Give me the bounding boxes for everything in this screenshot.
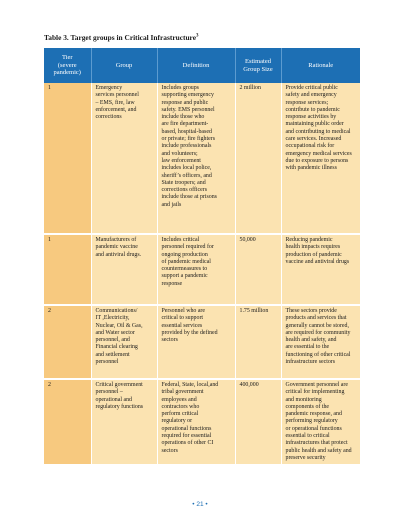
cell-size: 2 million bbox=[235, 83, 281, 234]
table-row bbox=[44, 234, 360, 305]
table-row bbox=[44, 305, 360, 379]
cell-rationale: Provide critical public safety and emergency response services; contribute to pandemic response activities by maintaining public order and contributing to medical care services. Increased occupational risk for emergency medical services due to exposure to persons with pandemic illness bbox=[281, 83, 360, 234]
header-definition: Definition bbox=[157, 48, 235, 83]
header-rationale: Rationale bbox=[281, 48, 360, 83]
table-row bbox=[44, 379, 360, 465]
header-row bbox=[44, 48, 360, 83]
header-tier: Tier (severe pandemic) bbox=[44, 48, 91, 83]
cell-group: Manufacturers of pandemic vaccine and antiviral drugs. bbox=[91, 234, 157, 305]
cell-tier: 1 bbox=[44, 83, 91, 234]
cell-tier: 2 bbox=[44, 305, 91, 379]
table-row bbox=[44, 83, 360, 234]
cell-definition: Federal, State, local,and tribal government employees and contractors who perform critical regulatory or operational functions required for essential operations of other CI sectors bbox=[157, 379, 235, 465]
cell-group: Critical government personnel – operational and regulatory functions bbox=[91, 379, 157, 465]
cell-rationale: These sectors provide products and services that generally cannot be stored, are required for community health and safety, and are essential to the functioning of other critical infrastructure sectors bbox=[281, 305, 360, 379]
cell-rationale: Government personnel are critical for implementing and monitoring components of the pandemic response, and performing regulatory or operational functions essential to critical infrastructures that protect public health and safety and preserve security bbox=[281, 379, 360, 465]
header-group: Group bbox=[91, 48, 157, 83]
cell-tier: 1 bbox=[44, 234, 91, 305]
cell-group: Communications/ IT ,Electricity, Nuclear, Oil & Gas, and Water sector personnel, and Financial clearing and settlement personnel bbox=[91, 305, 157, 379]
table-caption bbox=[44, 33, 199, 42]
cell-definition: Includes groups supporting emergency response and public safety. EMS personnel include those who are fire department- based, hospital-based or private; fire fighters include professionals and volunteers; law enforcement includes local police, sheriff’s officers, and State troopers; and corrections officers include those at prisons and jails bbox=[157, 83, 235, 234]
cell-tier: 2 bbox=[44, 379, 91, 465]
caption-text: Table 3. Target groups in Critical Infrastructure bbox=[44, 33, 196, 42]
page-number: • 21 • bbox=[192, 501, 208, 508]
cell-group: Emergency services personnel – EMS, fire, law enforcement, and corrections bbox=[91, 83, 157, 234]
cell-size: 1.75 million bbox=[235, 305, 281, 379]
cell-size: 50,000 bbox=[235, 234, 281, 305]
cell-rationale: Reducing pandemic health impacts requires production of pandemic vaccine and antiviral drugs bbox=[281, 234, 360, 305]
cell-size: 400,000 bbox=[235, 379, 281, 465]
caption-footnote: 3 bbox=[196, 33, 199, 39]
cell-definition: Personnel who are critical to support essential services provided by the defined sectors bbox=[157, 305, 235, 379]
cell-definition: Includes critical personnel required for ongoing production of pandemic medical countermeasures to support a pandemic response bbox=[157, 234, 235, 305]
header-size: Estimated Group Size bbox=[235, 48, 281, 83]
target-groups-table bbox=[44, 48, 360, 466]
